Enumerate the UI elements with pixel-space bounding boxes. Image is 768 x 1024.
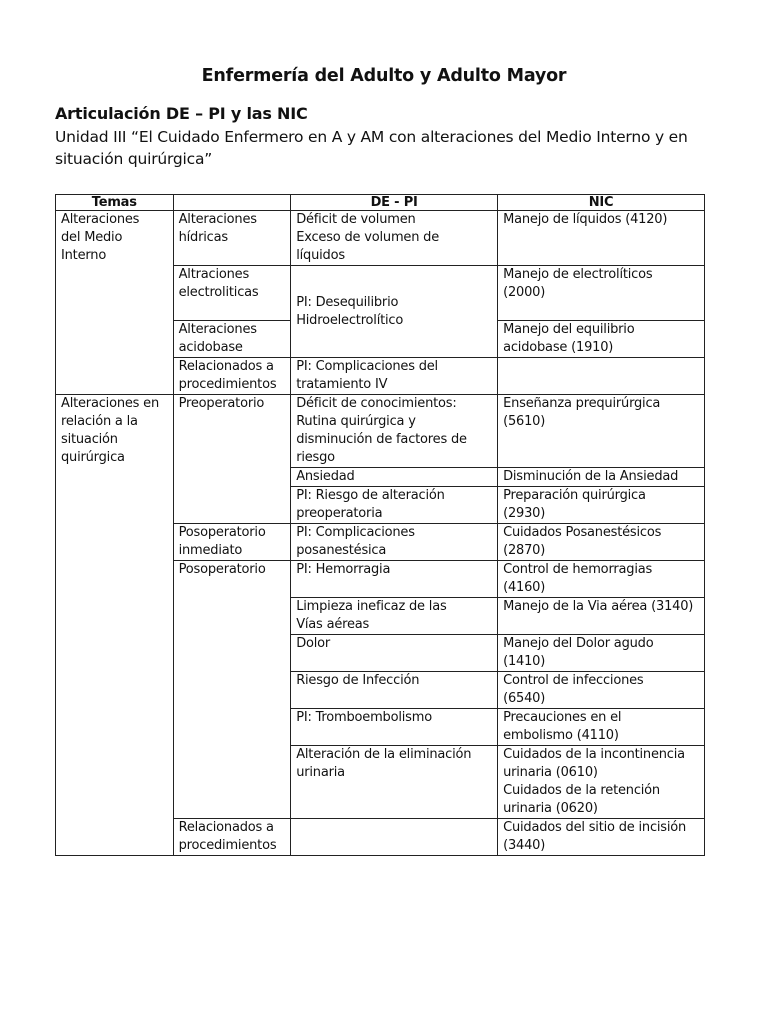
- cell-line: líquidos: [296, 248, 345, 263]
- cell-line: quirúrgica: [61, 450, 125, 465]
- cell-line: procedimientos: [178, 838, 277, 853]
- cell-line: Relacionados a: [178, 820, 274, 835]
- subtema-cell: [173, 819, 291, 856]
- subtema-cell: [173, 395, 291, 524]
- cell-line: (3440): [503, 838, 546, 853]
- cell-line: (4160): [503, 580, 546, 595]
- nic-cell: [498, 635, 705, 672]
- cell-line: electroliticas: [178, 285, 259, 300]
- document-title: Enfermería del Adulto y Adulto Mayor: [201, 66, 567, 86]
- header-subtema: [173, 195, 291, 211]
- cell-line: hídricas: [178, 230, 228, 245]
- cell-line: Hidroelectrolítico: [296, 312, 404, 328]
- document-subtitle: Articulación DE – PI y las NIC: [55, 104, 308, 123]
- cell-line: Preparación quirúrgica: [503, 488, 646, 503]
- nic-cell: [498, 819, 705, 856]
- cell-line: PI: Complicaciones: [296, 525, 415, 540]
- cell-line: (2870): [503, 543, 546, 558]
- articulation-table: [55, 194, 705, 856]
- cell-line: tratamiento IV: [296, 377, 388, 392]
- tema-cell: [56, 395, 174, 856]
- cell-line: Riesgo de Infección: [296, 673, 420, 688]
- cell-line: situación: [61, 432, 118, 447]
- cell-line: disminución de factores de: [296, 432, 467, 447]
- cell-line: relación a la: [61, 414, 138, 429]
- cell-line: PI: Hemorragia: [296, 562, 391, 577]
- header-nic: NIC: [498, 195, 705, 211]
- cell-line: procedimientos: [178, 377, 277, 392]
- cell-line: urinaria (0610): [503, 765, 598, 780]
- de-pi-cell: [291, 709, 498, 746]
- cell-line: Alteraciones: [178, 322, 257, 337]
- unit-line: situación quirúrgica”: [55, 150, 213, 168]
- cell-line: Manejo del Dolor agudo: [503, 636, 654, 651]
- nic-cell: [498, 561, 705, 598]
- de-pi-cell: [291, 524, 498, 561]
- de-pi-cell: [291, 561, 498, 598]
- de-pi-cell: [291, 358, 498, 395]
- cell-line: Enseñanza prequirúrgica: [503, 396, 661, 411]
- de-pi-cell: [291, 635, 498, 672]
- de-pi-cell: [291, 746, 498, 819]
- cell-line: Alteraciones en: [61, 396, 160, 411]
- de-pi-cell: [291, 395, 498, 468]
- cell-line: posanestésica: [296, 543, 387, 558]
- header-temas: Temas: [56, 195, 174, 211]
- cell-line: Control de hemorragias: [503, 562, 653, 577]
- de-pi-cell: [291, 468, 498, 487]
- nic-cell: [498, 524, 705, 561]
- cell-line: PI: Desequilibrio: [296, 294, 399, 310]
- cell-line: Interno: [61, 248, 107, 263]
- cell-line: (2000): [503, 285, 546, 300]
- cell-line: preoperatoria: [296, 506, 383, 521]
- nic-cell: [498, 746, 705, 819]
- cell-line: urinaria (0620): [503, 801, 598, 816]
- cell-line: Manejo del equilibrio: [503, 322, 635, 337]
- cell-line: [296, 819, 492, 837]
- subtema-cell: [173, 358, 291, 395]
- de-pi-cell: [291, 266, 498, 358]
- cell-line: Precauciones en el: [503, 710, 622, 725]
- cell-line: (6540): [503, 691, 546, 706]
- table-row: [56, 211, 705, 266]
- cell-line: urinaria: [296, 765, 345, 780]
- cell-line: Déficit de volumen: [296, 212, 416, 227]
- cell-line: Preoperatorio: [178, 396, 265, 411]
- unit-description: [55, 126, 715, 170]
- unit-line: Unidad III “El Cuidado Enfermero en A y AM con alteraciones del Medio Interno y en: [55, 128, 688, 146]
- cell-line: Manejo de líquidos (4120): [503, 212, 668, 227]
- cell-line: Cuidados del sitio de incisión: [503, 820, 687, 835]
- cell-line: Alteración de la eliminación: [296, 747, 472, 762]
- cell-line: [503, 358, 699, 376]
- cell-line: Posoperatorio: [178, 562, 266, 577]
- cell-line: riesgo: [296, 450, 335, 465]
- cell-line: Disminución de la Ansiedad: [503, 469, 679, 484]
- cell-line: PI: Tromboembolismo: [296, 710, 432, 725]
- de-pi-cell: [291, 211, 498, 266]
- nic-cell: [498, 487, 705, 524]
- subtema-cell: [173, 561, 291, 819]
- subtema-cell: [173, 524, 291, 561]
- nic-cell: [498, 358, 705, 395]
- cell-line: PI: Riesgo de alteración: [296, 488, 445, 503]
- de-pi-cell: [291, 598, 498, 635]
- nic-cell: [498, 211, 705, 266]
- cell-line: Dolor: [296, 636, 331, 651]
- cell-line: Déficit de conocimientos:: [296, 396, 457, 411]
- cell-line: Control de infecciones: [503, 673, 644, 688]
- nic-cell: [498, 672, 705, 709]
- header-de-pi: DE - PI: [291, 195, 498, 211]
- cell-line: (2930): [503, 506, 546, 521]
- cell-line: inmediato: [178, 543, 243, 558]
- table-row: [56, 395, 705, 468]
- cell-line: embolismo (4110): [503, 728, 619, 743]
- cell-line: Ansiedad: [296, 469, 355, 484]
- cell-line: Cuidados Posanestésicos: [503, 525, 662, 540]
- cell-line: acidobase (1910): [503, 340, 614, 355]
- cell-line: (5610): [503, 414, 546, 429]
- cell-line: Exceso de volumen de: [296, 230, 440, 245]
- cell-line: Relacionados a: [178, 359, 274, 374]
- nic-cell: [498, 598, 705, 635]
- cell-line: Alteraciones: [178, 212, 257, 227]
- nic-cell: [498, 709, 705, 746]
- cell-line: Limpieza ineficaz de las: [296, 599, 447, 614]
- cell-line: PI: Complicaciones del: [296, 359, 438, 374]
- nic-cell: [498, 266, 705, 321]
- de-pi-cell: [291, 487, 498, 524]
- tema-cell: [56, 211, 174, 395]
- cell-line: Cuidados de la incontinencia: [503, 747, 685, 762]
- table-header-row: [56, 195, 705, 211]
- de-pi-cell: [291, 672, 498, 709]
- cell-line: Alteraciones: [61, 212, 140, 227]
- cell-line: Manejo de electrolíticos: [503, 267, 653, 282]
- nic-cell: [498, 468, 705, 487]
- cell-line: Posoperatorio: [178, 525, 266, 540]
- subtema-cell: [173, 321, 291, 358]
- cell-line: Cuidados de la retención: [503, 783, 660, 798]
- cell-line: Altraciones: [178, 267, 250, 282]
- cell-line: Vías aéreas: [296, 617, 370, 632]
- cell-line: Manejo de la Via aérea (3140): [503, 599, 694, 614]
- subtema-cell: [173, 211, 291, 266]
- subtema-cell: [173, 266, 291, 321]
- cell-line: Rutina quirúrgica y: [296, 414, 416, 429]
- de-pi-cell: [291, 819, 498, 856]
- nic-cell: [498, 395, 705, 468]
- cell-line: del Medio: [61, 230, 123, 245]
- cell-line: (1410): [503, 654, 546, 669]
- nic-cell: [498, 321, 705, 358]
- cell-line: acidobase: [178, 340, 243, 355]
